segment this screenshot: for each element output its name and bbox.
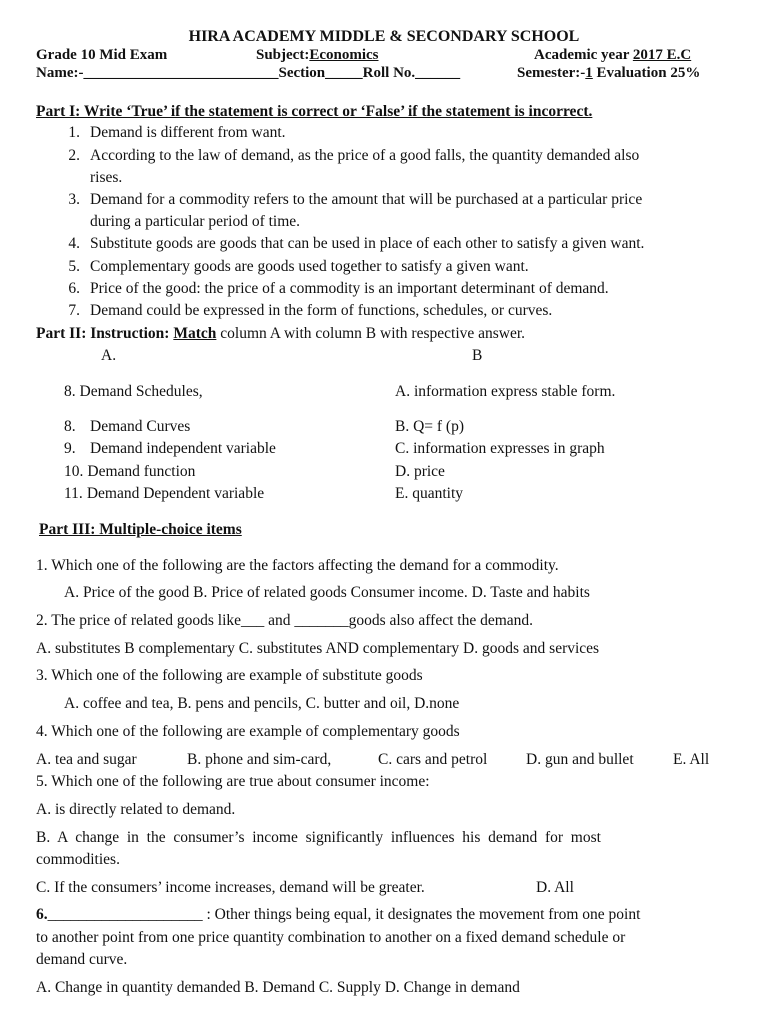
- question-6-blank[interactable]: ____________________: [47, 906, 203, 923]
- semester-label: Semester:-: [517, 65, 586, 81]
- match-left-2: [64, 418, 190, 436]
- question-5: 5. Which one of the following are true about consumer income:: [36, 773, 430, 790]
- item-text: Demand could be expressed in the form of functions, schedules, or curves.: [90, 302, 553, 319]
- item-text: Complementary goods are goods used together to satisfy a given want.: [90, 258, 529, 275]
- question-1-options: A. Price of the good B. Price of related goods Consumer income. D. Taste and habits: [64, 584, 590, 601]
- item-text: Substitute goods are goods that can be used in place of each other to satisfy a given want.: [90, 235, 645, 252]
- match-left-5: [64, 485, 264, 503]
- match-text: Demand function: [87, 463, 196, 480]
- match-left-1: 8. Demand Schedules,: [64, 383, 203, 400]
- match-right-d: D. price: [395, 463, 445, 480]
- roll-blank[interactable]: ______: [415, 65, 461, 81]
- item-number: 6.: [68, 280, 80, 297]
- column-b-header: B: [472, 347, 483, 364]
- match-text: Demand independent variable: [90, 440, 276, 457]
- item-text: Demand is different from want.: [90, 124, 286, 141]
- item-number: 4.: [68, 235, 80, 252]
- subject-line: [256, 47, 379, 64]
- academic-year-line: [534, 47, 691, 64]
- school-title: HIRA ACADEMY MIDDLE & SECONDARY SCHOOL: [188, 28, 580, 45]
- match-right-b: B. Q= f (p): [395, 418, 465, 435]
- evaluation-label: Evaluation 25%: [592, 65, 701, 81]
- question-6-text-end: demand curve.: [36, 951, 128, 968]
- item-text-cont: during a particular period of time.: [90, 213, 301, 230]
- item-number: 7.: [68, 302, 80, 319]
- match-left-4: [64, 463, 195, 481]
- question-5-option-d: D. All: [536, 879, 574, 896]
- subject-value: Economics: [309, 47, 379, 63]
- item-text: According to the law of demand, as the price of a good falls, the quantity demanded also: [90, 147, 640, 164]
- name-label: Name:-: [36, 65, 84, 81]
- roll-label: Roll No.: [362, 65, 416, 81]
- semester-value: 1: [585, 65, 593, 81]
- year-label: Academic year: [534, 47, 633, 63]
- match-left-3: [64, 440, 276, 458]
- part2-heading: [36, 325, 525, 343]
- match-text: Demand Curves: [90, 418, 191, 435]
- question-6-text: : Other things being equal, it designates the movement from one point: [202, 906, 641, 923]
- item-number: 5.: [68, 258, 80, 275]
- question-3: 3. Which one of the following are example of substitute goods: [36, 667, 423, 684]
- name-line: [36, 65, 460, 82]
- match-text: Demand Dependent variable: [86, 485, 265, 502]
- part1-heading: Part I: Write ‘True’ if the statement is correct or ‘False’ if the statement is incorrect.: [36, 103, 593, 120]
- part2-heading-match: Match: [173, 325, 217, 342]
- item-text: Price of the good: the price of a commodity is an important determinant of demand.: [90, 280, 609, 297]
- item-number: 3.: [68, 191, 80, 208]
- question-4-option-e: E. All: [673, 751, 710, 768]
- match-number: 10.: [64, 463, 84, 480]
- question-6-options: A. Change in quantity demanded B. Demand C. Supply D. Change in demand: [36, 979, 520, 996]
- match-number: 9.: [64, 440, 76, 457]
- question-5-option-a: A. is directly related to demand.: [36, 801, 236, 818]
- column-a-header: A.: [101, 347, 117, 364]
- question-6: [36, 906, 640, 924]
- question-5-option-b-cont: commodities.: [36, 851, 120, 868]
- match-right-c: C. information expresses in graph: [395, 440, 605, 457]
- name-blank[interactable]: __________________________: [83, 65, 279, 81]
- part2-heading-rest: column A with column B with respective answer.: [216, 325, 526, 342]
- subject-label: Subject:: [256, 47, 310, 63]
- question-1: 1. Which one of the following are the factors affecting the demand for a commodity.: [36, 557, 559, 574]
- question-2: 2. The price of related goods like___ and _______goods also affect the demand.: [36, 612, 534, 629]
- question-2-options: A. substitutes B complementary C. substitutes AND complementary D. goods and services: [36, 640, 600, 657]
- section-blank[interactable]: _____: [325, 65, 363, 81]
- question-3-options: A. coffee and tea, B. pens and pencils, C. butter and oil, D.none: [64, 695, 460, 712]
- match-right-a: A. information express stable form.: [395, 383, 616, 400]
- match-number: 8.: [64, 418, 76, 435]
- item-text: Demand for a commodity refers to the amount that will be purchased at a particular price: [90, 191, 643, 208]
- item-number: 1.: [68, 124, 80, 141]
- item-text-cont: rises.: [90, 169, 123, 186]
- question-4-option-c: C. cars and petrol: [378, 751, 488, 768]
- semester-line: [517, 65, 700, 82]
- section-label: Section: [278, 65, 326, 81]
- grade-label: Grade 10 Mid Exam: [36, 47, 168, 63]
- part3-heading: Part III: Multiple-choice items: [39, 521, 242, 538]
- question-5-option-c: C. If the consumers’ income increases, demand will be greater.: [36, 879, 425, 896]
- question-6-number: 6.: [36, 906, 48, 923]
- question-5-option-b: B. A change in the consumer’s income significantly influences his demand for most: [36, 829, 601, 846]
- part2-heading-bold: Part II: Instruction:: [36, 325, 174, 342]
- match-right-e: E. quantity: [395, 485, 464, 502]
- question-4-option-a: A. tea and sugar: [36, 751, 137, 768]
- question-4-option-d: D. gun and bullet: [526, 751, 634, 768]
- question-4-option-b: B. phone and sim-card,: [187, 751, 332, 768]
- year-value: 2017 E.C: [632, 47, 692, 63]
- question-4: 4. Which one of the following are example of complementary goods: [36, 723, 460, 740]
- question-6-text-cont: to another point from one price quantity combination to another on a fixed demand schedule or: [36, 929, 626, 946]
- match-number: 11.: [64, 485, 83, 502]
- item-number: 2.: [68, 147, 80, 164]
